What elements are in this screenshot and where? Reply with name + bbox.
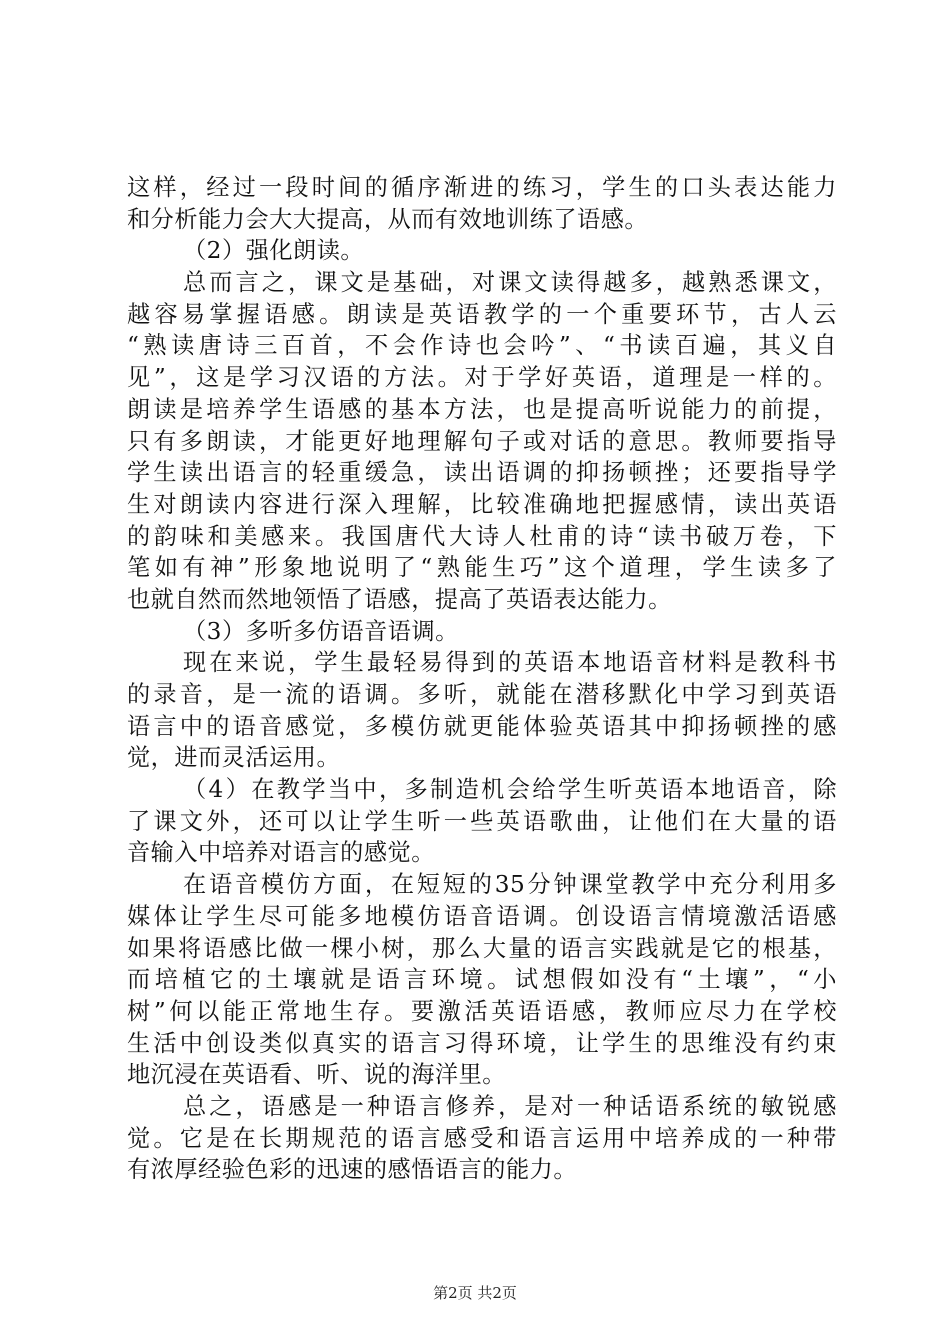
text-line: 朗读是培养学生语感的基本方法，也是提高听说能力的前提， (127, 395, 837, 423)
text-line: 总之，语感是一种语言修养，是对一种话语系统的敏锐感 (183, 1092, 837, 1120)
text-line: 笔如有神”形象地说明了“熟能生巧”这个道理，学生读多了 (127, 554, 837, 582)
text-line: 觉，进而灵活运用。 (127, 744, 341, 772)
text-line: 学生读出语言的轻重缓急，读出语调的抑扬顿挫；还要指导学 (127, 459, 837, 487)
page-footer (0, 1282, 950, 1303)
text-line: 生活中创设类似真实的语言习得环境，让学生的思维没有约束 (127, 1029, 837, 1057)
text-line: 地沉浸在英语看、听、说的海洋里。 (127, 1061, 506, 1089)
text-line: 这样，经过一段时间的循序渐进的练习，学生的口头表达能力 (127, 174, 837, 201)
text-line: 音输入中培养对语言的感觉。 (127, 839, 435, 867)
text-line: （3）多听多仿语音语调。 (183, 617, 459, 645)
text-line: 树”何以能正常地生存。要激活英语语感，教师应尽力在学校 (127, 997, 837, 1025)
page-number-label: 第2页 共2页 (433, 1284, 517, 1302)
text-line: （2）强化朗读。 (183, 237, 365, 265)
text-line: 而培植它的土壤就是语言环境。试想假如没有“土壤”，“小 (127, 966, 837, 994)
text-line: 的录音，是一流的语调。多听，就能在潜移默化中学习到英语 (127, 681, 837, 708)
text-line: （4）在教学当中，多制造机会给学生听英语本地语音，除 (183, 776, 837, 804)
text-line: 越容易掌握语感。朗读是英语教学的一个重要环节，古人云 (127, 300, 837, 328)
text-line: 现在来说，学生最轻易得到的英语本地语音材料是教科书 (183, 649, 837, 677)
text-line: “熟读唐诗三百首，不会作诗也会吟”、“书读百遍，其义自 (127, 332, 837, 360)
text-line: 也就自然而然地领悟了语感，提高了英语表达能力。 (127, 585, 672, 613)
text-line: 在语音模仿方面，在短短的35分钟课堂教学中充分利用多 (183, 871, 837, 899)
text-line: 如果将语感比做一棵小树，那么大量的语言实践就是它的根基， (127, 934, 837, 962)
text-line: 总而言之，课文是基础，对课文读得越多，越熟悉课文， (183, 269, 837, 297)
text-line: 见”，这是学习汉语的方法。对于学好英语，道理是一样的。 (127, 364, 837, 392)
document-body (127, 172, 837, 1186)
text-line: 的韵味和美感来。我国唐代大诗人杜甫的诗“读书破万卷，下 (127, 522, 837, 550)
text-line: 只有多朗读，才能更好地理解句子或对话的意思。教师要指导 (127, 427, 837, 455)
text-line: 和分析能力会大大提高，从而有效地训练了语感。 (127, 205, 649, 233)
text-line: 觉。它是在长期规范的语言感受和语言运用中培养成的一种带 (127, 1124, 837, 1152)
text-line: 生对朗读内容进行深入理解，比较准确地把握感情，读出英语 (127, 490, 837, 518)
text-line: 语言中的语音感觉，多模仿就更能体验英语其中抑扬顿挫的感 (127, 712, 837, 740)
text-line: 媒体让学生尽可能多地模仿语音语调。创设语言情境激活语感 (127, 902, 837, 930)
text-line: 有浓厚经验色彩的迅速的感悟语言的能力。 (127, 1156, 578, 1184)
text-line: 了课文外，还可以让学生听一些英语歌曲，让他们在大量的语 (127, 807, 837, 835)
